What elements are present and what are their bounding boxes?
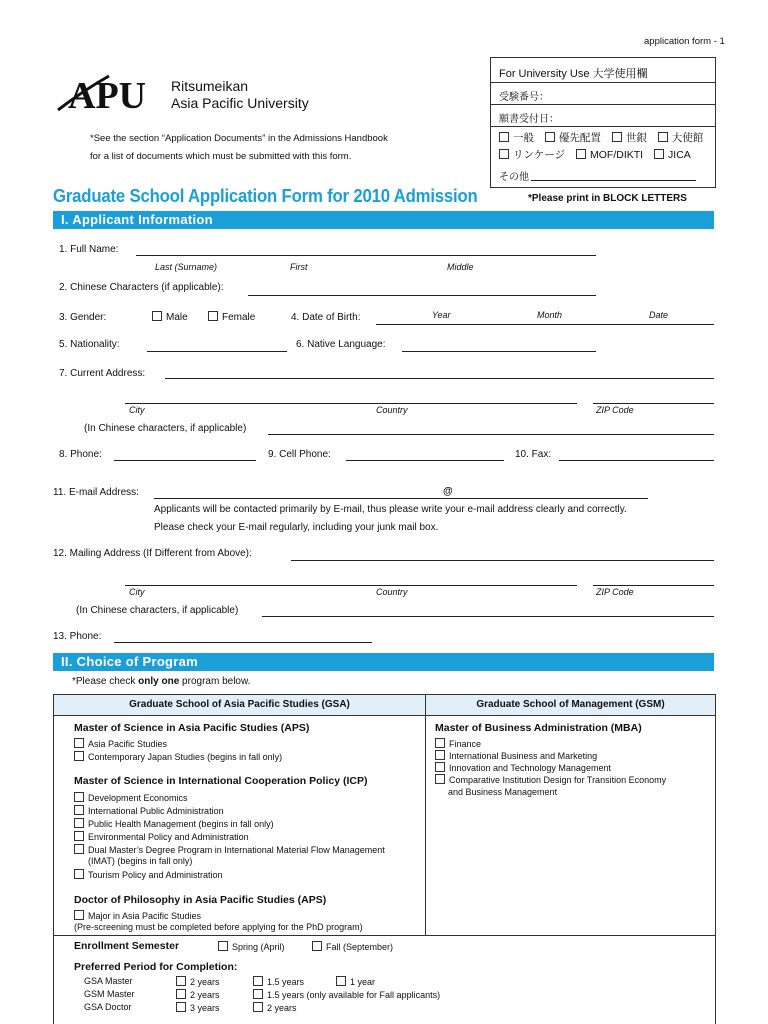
current-zip-line[interactable]: [593, 403, 714, 404]
logo-line2: Asia Pacific University: [171, 95, 309, 111]
city-caption: City: [129, 405, 145, 415]
current-address-line1[interactable]: [165, 378, 714, 379]
exam-number-label: 受験番号：: [499, 92, 549, 103]
opt-label-6: JICA: [668, 149, 691, 161]
opt-label-2: 世銀: [625, 132, 647, 144]
mailing-city-caption: City: [129, 587, 145, 597]
note-line1: *See the section “Application Documents” in the Admissions Handbook: [90, 133, 388, 144]
fall-checkbox[interactable]: [312, 941, 322, 951]
block-letters-note: *Please print in BLOCK LETTERS: [528, 193, 687, 204]
female-option[interactable]: [208, 311, 255, 323]
gsa-header: Graduate School of Asia Pacific Studies (GSA): [54, 695, 426, 716]
opt-checkbox-3[interactable]: [658, 132, 668, 142]
phone-label: 8. Phone:: [59, 449, 102, 460]
phd-item[interactable]: Major in Asia Pacific Studies: [74, 910, 201, 921]
icp-imat-note: (IMAT) (begins in fall only): [88, 856, 193, 866]
note-line2: for a list of documents which must be submitted with this form.: [90, 151, 352, 162]
opt-label-3: 大使館: [671, 132, 704, 144]
opt-checkbox-2[interactable]: [612, 132, 622, 142]
email-line[interactable]: [154, 498, 648, 499]
mailing-chinese-label: (In Chinese characters, if applicable): [76, 605, 239, 616]
icp-item-0[interactable]: Development Economics: [74, 792, 188, 803]
uni-options-line2: [499, 147, 691, 162]
current-address-line2[interactable]: [125, 403, 577, 404]
email-note-2: Please check your E-mail regularly, including your junk mail box.: [154, 522, 439, 533]
phone13-label: 13. Phone:: [53, 631, 102, 642]
icp-item-3[interactable]: Environmental Policy and Administration: [74, 831, 249, 842]
chinese-chars-label: 2. Chinese Characters (if applicable):: [59, 282, 224, 293]
mailing-country-caption: Country: [376, 587, 408, 597]
icp-item-4[interactable]: Dual Master’s Degree Program in International Material Flow Management: [74, 844, 385, 855]
nationality-label: 5. Nationality:: [59, 339, 120, 350]
period-row-1-name: GSM Master: [84, 989, 135, 999]
section-applicant-info: I. Applicant Information: [53, 211, 714, 229]
period-label: Preferred Period for Completion:: [74, 961, 238, 973]
table-divider: [425, 715, 426, 935]
check-note: [72, 676, 250, 687]
opt-checkbox-6[interactable]: [654, 149, 664, 159]
period-row-2-opt1[interactable]: 3 years: [176, 1002, 220, 1013]
opt-checkbox-4[interactable]: [499, 149, 509, 159]
spring-option[interactable]: [218, 941, 285, 952]
mba-item-3[interactable]: Comparative Institution Design for Transition Economy: [435, 774, 666, 785]
opt-label-0: 一般: [513, 132, 534, 144]
aps-item-1[interactable]: Contemporary Japan Studies (begins in fall only): [74, 751, 282, 762]
mailing-address-line1[interactable]: [291, 560, 714, 561]
period-row-2-opt2[interactable]: 2 years: [253, 1002, 297, 1013]
mailing-address-label: 12. Mailing Address (If Different from Above):: [53, 548, 252, 559]
male-label: Male: [166, 312, 188, 323]
enrollment-label: Enrollment Semester: [74, 940, 180, 952]
female-checkbox[interactable]: [208, 311, 218, 321]
address-chinese-line[interactable]: [268, 434, 714, 435]
received-date-label: 願書受付日：: [499, 114, 559, 125]
gender-label: 3. Gender:: [59, 312, 107, 323]
opt-checkbox-0[interactable]: [499, 132, 509, 142]
full-name-label: 1. Full Name:: [59, 244, 119, 255]
year-caption: Year: [432, 310, 451, 320]
mailing-address-line2[interactable]: [125, 585, 577, 586]
opt-checkbox-5[interactable]: [576, 149, 586, 159]
date-caption: Date: [649, 310, 669, 320]
period-row-0-opt2[interactable]: 1.5 years: [253, 976, 304, 987]
dob-label: 4. Date of Birth:: [291, 312, 361, 323]
dob-line[interactable]: [376, 324, 714, 325]
phone13-line[interactable]: [114, 642, 372, 643]
logo-line1: Ritsumeikan: [171, 78, 249, 94]
check-note-pre: *Please check: [72, 676, 139, 687]
fax-label: 10. Fax:: [515, 449, 552, 460]
logo-text: APU: [68, 75, 147, 114]
university-use-box: [490, 57, 716, 188]
fall-option[interactable]: [312, 941, 393, 952]
gsm-header: Graduate School of Management (GSM): [426, 695, 715, 716]
opt-label-5: MOF/DIKTI: [590, 149, 644, 161]
male-option[interactable]: [152, 311, 188, 323]
apu-logo: [54, 70, 164, 114]
period-row-0-name: GSA Master: [84, 976, 133, 986]
male-checkbox[interactable]: [152, 311, 162, 321]
email-label: 11. E-mail Address:: [53, 487, 139, 498]
address-chinese-label: (In Chinese characters, if applicable): [84, 423, 247, 434]
opt-label-1: 優先配置: [558, 132, 601, 144]
first-name-caption: First: [290, 262, 308, 272]
chinese-chars-line[interactable]: [248, 295, 596, 296]
opt-checkbox-1[interactable]: [545, 132, 555, 142]
female-label: Female: [222, 312, 256, 323]
period-row-1-opt2[interactable]: 1.5 years (only available for Fall applicants): [253, 989, 440, 1000]
mba-title: Master of Business Administration (MBA): [435, 722, 642, 734]
apu-logo-mark: [54, 70, 164, 114]
mailing-chinese-line[interactable]: [262, 616, 714, 617]
last-name-caption: Last (Surname): [155, 262, 218, 272]
program-table: [53, 694, 716, 936]
other-label: その他: [499, 172, 529, 183]
period-row-0-opt3[interactable]: 1 year: [336, 976, 375, 987]
zip-caption: ZIP Code: [596, 405, 634, 415]
opt-label-4: リンケージ: [513, 149, 566, 161]
at-sign: @: [443, 486, 453, 497]
phd-note: (Pre-screening must be completed before applying for the PhD program): [74, 922, 363, 932]
current-address-label: 7. Current Address:: [59, 368, 146, 379]
period-row-0-opt1[interactable]: 2 years: [176, 976, 220, 987]
other-line[interactable]: [531, 180, 696, 181]
cell-phone-label: 9. Cell Phone:: [268, 449, 331, 460]
mailing-zip-caption: ZIP Code: [596, 587, 634, 597]
icp-item-5[interactable]: Tourism Policy and Administration: [74, 869, 223, 880]
nationality-line[interactable]: [147, 351, 287, 352]
native-language-line[interactable]: [402, 351, 596, 352]
mailing-zip-line[interactable]: [593, 585, 714, 586]
fax-line[interactable]: [559, 460, 714, 461]
email-note-1: Applicants will be contacted primarily by E-mail, thus please write your e-mail address clearly and correctly.: [154, 504, 627, 515]
icp-item-1[interactable]: International Public Administration: [74, 805, 224, 816]
native-language-label: 6. Native Language:: [296, 339, 386, 350]
mba-item-1[interactable]: International Business and Marketing: [435, 750, 597, 761]
cell-phone-line[interactable]: [346, 460, 504, 461]
spring-checkbox[interactable]: [218, 941, 228, 951]
check-note-bold: only one: [138, 676, 180, 687]
uni-options-line1: [499, 130, 703, 145]
mba-item-3-cont: and Business Management: [448, 787, 558, 797]
page-label: application form - 1: [644, 36, 725, 47]
aps-item-0[interactable]: Asia Pacific Studies: [74, 738, 167, 749]
period-row-1-opt1[interactable]: 2 years: [176, 989, 220, 1000]
main-title: Graduate School Application Form for 2010 Admission: [53, 186, 478, 206]
phd-title: Doctor of Philosophy in Asia Pacific Studies (APS): [74, 894, 327, 906]
full-name-line[interactable]: [136, 255, 596, 256]
icp-title: Master of Science in International Cooperation Policy (ICP): [74, 775, 368, 787]
icp-item-2[interactable]: Public Health Management (begins in fall only): [74, 818, 274, 829]
period-row-2-name: GSA Doctor: [84, 1002, 132, 1012]
middle-name-caption: Middle: [447, 262, 474, 272]
spring-label: Spring (April): [232, 942, 285, 952]
check-note-post: program below.: [179, 676, 251, 687]
university-use-title: For University Use 大学使用欄: [499, 68, 648, 80]
mba-item-2[interactable]: Innovation and Technology Management: [435, 762, 611, 773]
mba-item-0[interactable]: Finance: [435, 738, 481, 749]
aps-title: Master of Science in Asia Pacific Studies (APS): [74, 722, 310, 734]
country-caption: Country: [376, 405, 408, 415]
month-caption: Month: [537, 310, 563, 320]
section-choice-of-program: II. Choice of Program: [53, 653, 714, 671]
fall-label: Fall (September): [326, 942, 394, 952]
phone-line[interactable]: [114, 460, 256, 461]
